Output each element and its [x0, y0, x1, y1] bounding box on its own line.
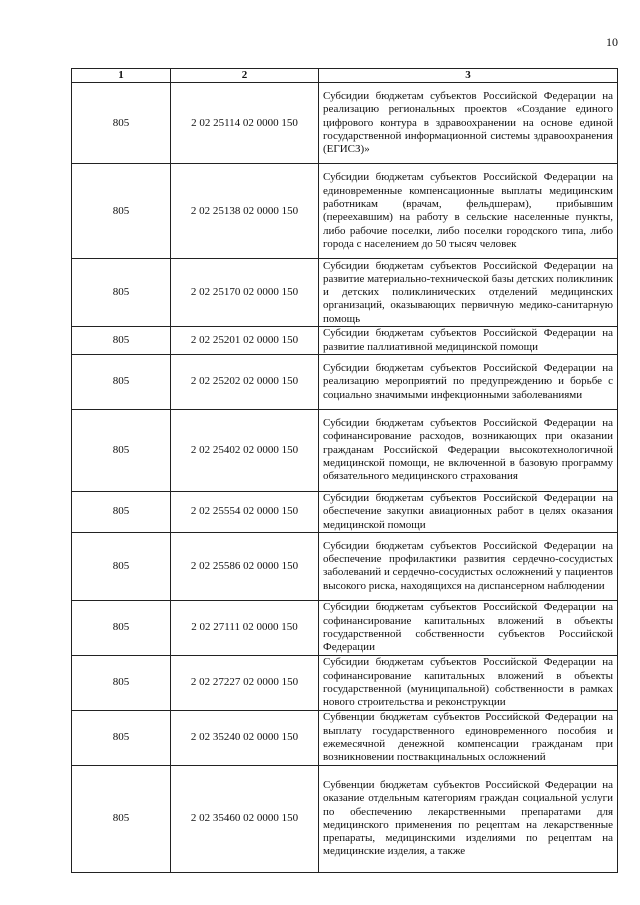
table-row	[72, 327, 618, 355]
admin-code: 805	[72, 83, 171, 164]
budget-classification-code: 2 02 25114 02 0000 150	[171, 83, 319, 164]
revenue-description: Субвенции бюджетам субъектов Российской Федерации на оказание отдельным категориям граждан социальной услуги по обеспечению лекарственными препаратами для медицинского применения по рецептам на лекарственные препараты, медицинскими изделиями по рецептам на медицинские изделия, а также	[319, 765, 618, 872]
table-row	[72, 164, 618, 259]
budget-classification-code: 2 02 27227 02 0000 150	[171, 655, 319, 710]
revenue-description: Субсидии бюджетам субъектов Российской Федерации на софинансирование капитальных вложений в объекты государственной собственности субъектов Российской Федерации	[319, 600, 618, 655]
table-row	[72, 765, 618, 872]
budget-classification-code: 2 02 25554 02 0000 150	[171, 491, 319, 532]
table-row	[72, 710, 618, 765]
admin-code: 805	[72, 491, 171, 532]
admin-code: 805	[72, 532, 171, 600]
revenue-description: Субсидии бюджетам субъектов Российской Федерации на реализацию мероприятий по предупреждению и борьбе с социально значимыми инфекционными заболеваниями	[319, 354, 618, 409]
budget-classification-code: 2 02 25138 02 0000 150	[171, 164, 319, 259]
admin-code: 805	[72, 259, 171, 327]
admin-code: 805	[72, 600, 171, 655]
budget-codes-table	[71, 68, 618, 873]
column-header-2: 2	[171, 69, 319, 83]
revenue-description: Субсидии бюджетам субъектов Российской Федерации на обеспечение профилактики развития сердечно-сосудистых заболеваний и сердечно-сосудистых осложнений у пациентов высокого риска, находящихся на диспансерном наблюдении	[319, 532, 618, 600]
table-row	[72, 491, 618, 532]
admin-code: 805	[72, 354, 171, 409]
budget-classification-code: 2 02 25586 02 0000 150	[171, 532, 319, 600]
admin-code: 805	[72, 710, 171, 765]
revenue-description: Субвенции бюджетам субъектов Российской Федерации на выплату государственного единовременного пособия и ежемесячной денежной компенсации гражданам при возникновении поствакцинальных осложнений	[319, 710, 618, 765]
admin-code: 805	[72, 327, 171, 355]
budget-classification-code: 2 02 35240 02 0000 150	[171, 710, 319, 765]
table-row	[72, 259, 618, 327]
admin-code: 805	[72, 164, 171, 259]
column-header-3: 3	[319, 69, 618, 83]
revenue-description: Субсидии бюджетам субъектов Российской Федерации на развитие материально-технической базы детских поликлиник и детских поликлинических отделений медицинских организаций, оказывающих первичную медико-санитарную помощь	[319, 259, 618, 327]
revenue-description: Субсидии бюджетам субъектов Российской Федерации на обеспечение закупки авиационных работ в целях оказания медицинской помощи	[319, 491, 618, 532]
admin-code: 805	[72, 409, 171, 491]
table-row	[72, 655, 618, 710]
table-header-row	[72, 69, 618, 83]
budget-classification-code: 2 02 25202 02 0000 150	[171, 354, 319, 409]
table-row	[72, 83, 618, 164]
table-row	[72, 600, 618, 655]
admin-code: 805	[72, 765, 171, 872]
budget-classification-code: 2 02 25402 02 0000 150	[171, 409, 319, 491]
table-row	[72, 354, 618, 409]
table-row	[72, 409, 618, 491]
revenue-description: Субсидии бюджетам субъектов Российской Федерации на развитие паллиативной медицинской помощи	[319, 327, 618, 355]
revenue-description: Субсидии бюджетам субъектов Российской Федерации на софинансирование расходов, возникающих при оказании гражданам Российской Федерации высокотехнологичной медицинской помощи, не включенной в базовую программу обязательного медицинского страхования	[319, 409, 618, 491]
page-number: 10	[606, 35, 618, 49]
table-row	[72, 532, 618, 600]
revenue-description: Субсидии бюджетам субъектов Российской Федерации на софинансирование капитальных вложений в объекты государственной (муниципальной) собственности в рамках нового строительства и реконструкции	[319, 655, 618, 710]
budget-classification-code: 2 02 25201 02 0000 150	[171, 327, 319, 355]
budget-classification-code: 2 02 25170 02 0000 150	[171, 259, 319, 327]
budget-classification-code: 2 02 27111 02 0000 150	[171, 600, 319, 655]
column-header-1: 1	[72, 69, 171, 83]
revenue-description: Субсидии бюджетам субъектов Российской Федерации на единовременные компенсационные выплаты медицинским работникам (врачам, фельдшерам), прибывшим (переехавшим) на работу в сельские населенные пункты, либо рабочие поселки, либо поселки городского типа, либо города с населением до 50 тысяч человек	[319, 164, 618, 259]
revenue-description: Субсидии бюджетам субъектов Российской Федерации на реализацию региональных проектов «Создание единого цифрового контура в здравоохранении на основе единой государственной информационной системы здравоохранения (ЕГИСЗ)»	[319, 83, 618, 164]
admin-code: 805	[72, 655, 171, 710]
budget-classification-code: 2 02 35460 02 0000 150	[171, 765, 319, 872]
